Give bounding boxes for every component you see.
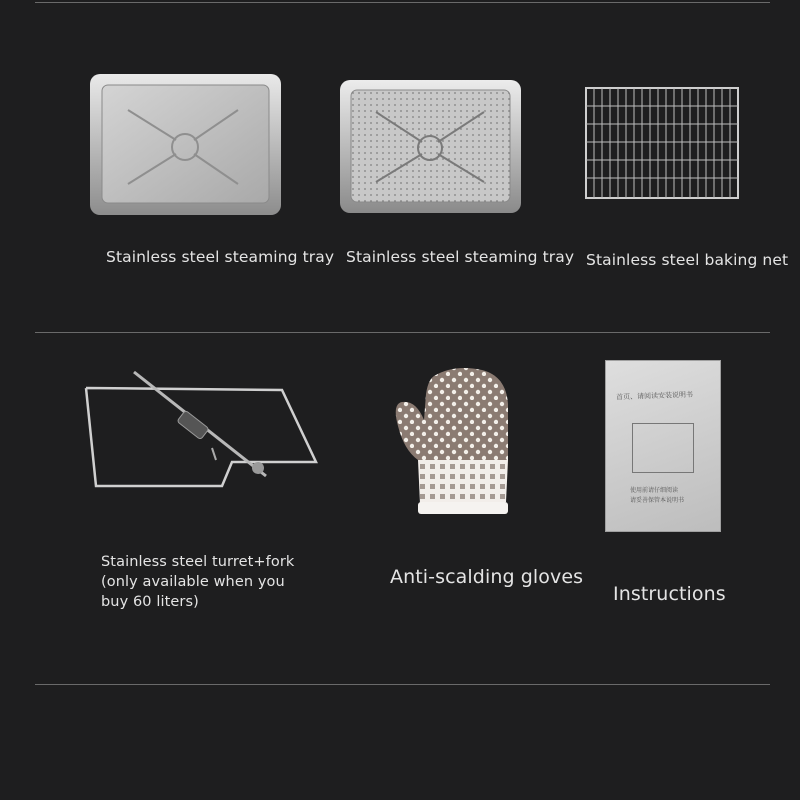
perforated-tray-icon: [88, 72, 283, 217]
perforated-tray-icon: [338, 78, 523, 215]
middle-divider: [35, 332, 770, 333]
item-label-steaming-tray-1: Stainless steel steaming tray: [106, 248, 335, 266]
turret-fork-line-1: Stainless steel turret+fork: [101, 554, 295, 570]
rotisserie-fork-icon: [82, 368, 322, 494]
item-label-steaming-tray-2: Stainless steel steaming tray: [346, 248, 575, 266]
manual-illustration: [632, 423, 694, 473]
manual-heading: 首页、请阅读安装说明书: [615, 390, 694, 402]
instructions-manual: [605, 360, 721, 532]
item-label-instructions: Instructions: [613, 583, 726, 605]
top-divider: [35, 2, 770, 3]
manual-caption-1: 使用前请仔细阅读: [630, 487, 679, 494]
steaming-tray-2: [338, 78, 523, 215]
wire-rack-icon: [584, 86, 740, 200]
oven-mitt: [390, 364, 520, 518]
manual-icon: [605, 360, 721, 532]
item-label-gloves: Anti-scalding gloves: [390, 566, 584, 588]
turret-fork: [82, 368, 322, 494]
turret-fork-line-2: (only available when you: [101, 574, 285, 590]
baking-net: [584, 86, 740, 200]
item-label-baking-net: Stainless steel baking net: [586, 251, 789, 269]
steaming-tray-1: [88, 72, 283, 217]
manual-caption-2: 请妥善保管本说明书: [630, 497, 685, 504]
oven-mitt-icon: [390, 364, 520, 518]
bottom-divider: [35, 684, 770, 685]
turret-fork-line-3: buy 60 liters): [101, 594, 199, 610]
item-label-turret-fork: [101, 552, 331, 612]
